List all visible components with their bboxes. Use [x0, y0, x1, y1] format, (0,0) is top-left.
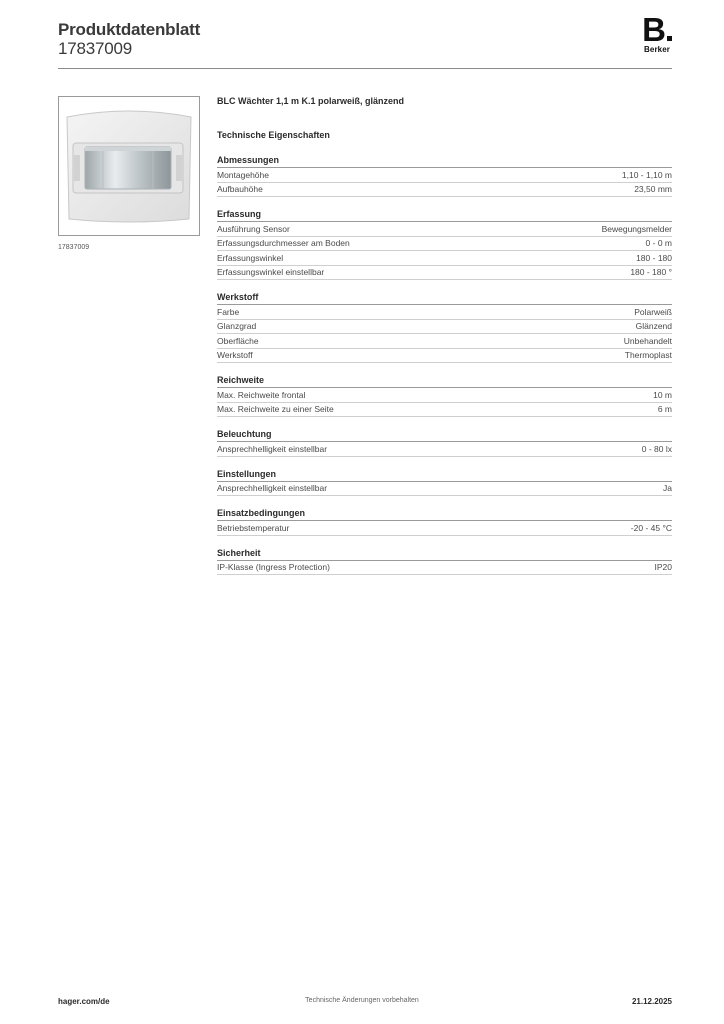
footer-date: 21.12.2025 [631, 997, 672, 1006]
property-value: Bewegungsmelder [601, 223, 672, 234]
property-row [217, 222, 672, 237]
technical-properties-heading: Technische Eigenschaften [217, 130, 330, 140]
property-value: IP20 [654, 562, 672, 573]
property-label: Montagehöhe [217, 169, 269, 180]
section-title: Einstellungen [217, 468, 672, 482]
property-label: Ansprechhelligkeit einstellbar [217, 483, 328, 494]
property-section [217, 154, 672, 197]
property-row [217, 168, 672, 183]
property-value: 1,10 - 1,10 m [621, 169, 672, 180]
product-name: BLC Wächter 1,1 m K.1 polarweiß, glänzend [217, 96, 405, 106]
property-value: 10 m [653, 389, 672, 400]
property-value: 6 m [657, 404, 672, 415]
property-row [217, 442, 672, 457]
property-section [217, 291, 672, 363]
property-value: Ja [663, 483, 672, 494]
property-row [217, 388, 672, 403]
property-row [217, 305, 672, 320]
property-sections [217, 154, 672, 575]
footer-disclaimer: Technische Änderungen vorbehalten [305, 997, 419, 1004]
property-section [217, 428, 672, 457]
property-value: -20 - 45 °C [630, 522, 672, 533]
property-value: 180 - 180 [636, 252, 672, 263]
product-image [58, 96, 200, 236]
property-value: Polarweiß [634, 306, 672, 317]
footer-website: hager.com/de [58, 997, 110, 1006]
property-label: Werkstoff [217, 350, 253, 361]
property-row [217, 266, 672, 281]
property-value: 180 - 180 ° [630, 267, 672, 278]
property-label: Oberfläche [217, 335, 259, 346]
property-label: Erfassungswinkel einstellbar [217, 267, 325, 278]
property-row [217, 334, 672, 349]
product-image-caption: 17837009 [58, 244, 90, 251]
property-section [217, 208, 672, 280]
property-label: Max. Reichweite frontal [217, 389, 306, 400]
property-label: Betriebstemperatur [217, 522, 290, 533]
property-label: Erfassungsdurchmesser am Boden [217, 238, 350, 249]
section-title: Erfassung [217, 208, 672, 222]
property-row [217, 482, 672, 497]
property-section [217, 468, 672, 497]
property-row [217, 403, 672, 418]
property-row [217, 561, 672, 576]
property-label: Ausführung Sensor [217, 223, 290, 234]
property-row [217, 237, 672, 252]
datasheet-content [217, 96, 672, 586]
property-value: Thermoplast [624, 350, 672, 361]
property-row [217, 183, 672, 198]
property-label: Erfassungswinkel [217, 252, 284, 263]
property-row [217, 521, 672, 536]
property-value: Glänzend [635, 321, 672, 332]
property-value: 0 - 80 lx [641, 443, 672, 454]
section-title: Werkstoff [217, 291, 672, 305]
section-title: Beleuchtung [217, 428, 672, 442]
article-number: 17837009 [58, 39, 133, 58]
property-label: Farbe [217, 306, 240, 317]
section-title: Abmessungen [217, 154, 672, 168]
property-section [217, 374, 672, 417]
section-title: Einsatzbedingungen [217, 507, 672, 521]
berker-logo [637, 11, 677, 56]
property-row [217, 320, 672, 335]
section-title: Sicherheit [217, 547, 672, 561]
property-label: IP-Klasse (Ingress Protection) [217, 562, 330, 573]
header-divider [58, 68, 672, 69]
page-title: Produktdatenblatt [58, 20, 201, 39]
logo-text: Berker [644, 45, 670, 54]
logo-mark: B [637, 16, 677, 44]
property-label: Ansprechhelligkeit einstellbar [217, 443, 328, 454]
property-value: 23,50 mm [634, 184, 672, 195]
section-title: Reichweite [217, 374, 672, 388]
property-label: Max. Reichweite zu einer Seite [217, 404, 334, 415]
property-section [217, 547, 672, 576]
property-label: Aufbauhöhe [217, 184, 263, 195]
property-section [217, 507, 672, 536]
property-value: 0 - 0 m [645, 238, 672, 249]
property-value: Unbehandelt [623, 335, 672, 346]
property-row [217, 251, 672, 266]
property-row [217, 349, 672, 364]
motion-sensor-image-icon [59, 97, 199, 235]
property-label: Glanzgrad [217, 321, 257, 332]
